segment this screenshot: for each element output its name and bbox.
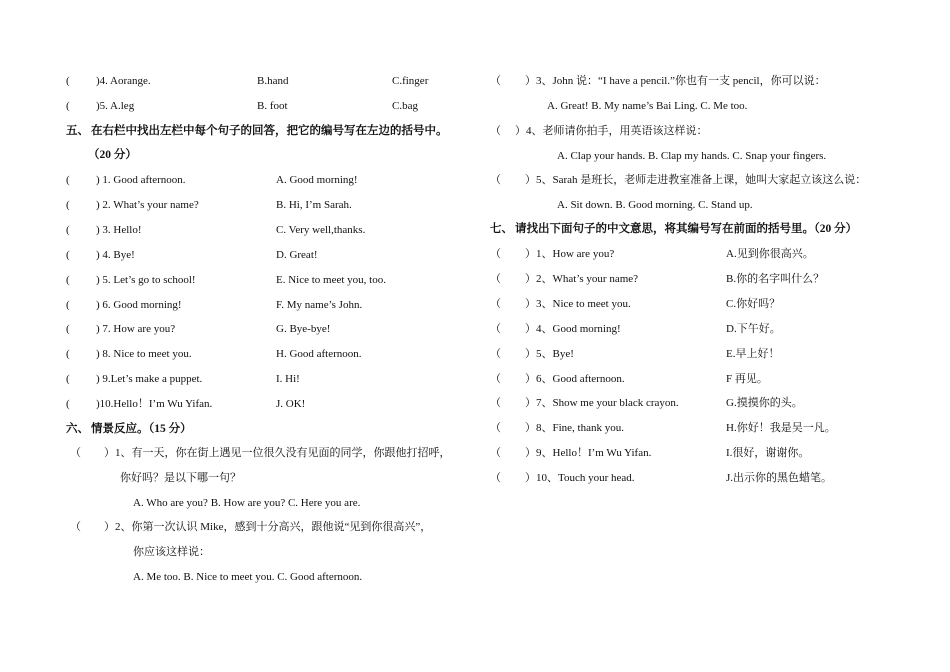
answer-text: C. Very well,thanks. (276, 223, 366, 236)
question-text: )10.Hello！I’m Wu Yifan. (96, 398, 213, 411)
answer-paren: （ (490, 125, 501, 137)
answer-paren: ( (66, 348, 70, 361)
answer-paren: （ (490, 322, 501, 335)
answer-paren: ( (66, 373, 70, 386)
question-text: ）4、老师请你拍手，用英语该这样说： (515, 125, 708, 137)
answer-paren: ( (66, 248, 70, 261)
answer-paren: （ (490, 347, 501, 360)
answer-paren: （ (490, 372, 501, 385)
answer-text: B.你的名字叫什么？ (726, 272, 825, 285)
option-b: B. foot (257, 100, 288, 112)
answer-text: H. Good afternoon. (276, 348, 362, 361)
answer-text: J. OK! (276, 398, 306, 411)
section-score: （20 分） (88, 149, 137, 161)
section-title: 请找出下面句子的中文意思，将其编号写在前面的括号里。（20 分） (515, 223, 858, 235)
question-text: ) 1. Good afternoon. (96, 174, 186, 186)
question-text: )4. Aorange. (96, 75, 151, 87)
answer-paren: ( (66, 75, 70, 87)
answer-paren: ( (66, 198, 70, 211)
answer-paren: （ (490, 447, 501, 460)
question-text: ）3、John 说：“I have a pencil.”你也有一支 pencil，你可以说： (525, 75, 826, 87)
question-text: ）2、What’s your name? (525, 272, 639, 285)
question-text: ）7、Show me your black crayon. (525, 397, 679, 410)
question-text: ）8、Fine, thank you. (525, 422, 624, 435)
section-title: 在右栏中找出左栏中每个句子的回答，把它的编号写在左边的括号中。 (91, 125, 448, 137)
question-text: ) 7. How are you? (96, 323, 176, 336)
answer-paren: （ (490, 272, 501, 285)
answer-text: A.见到你很高兴。 (726, 248, 814, 260)
answer-text: H.你好！我是吴一凡。 (726, 422, 836, 435)
situation-2-continued: 你应该这样说： (133, 546, 210, 558)
question-text: ）10、Touch your head. (525, 472, 635, 485)
answer-paren: ( (66, 174, 70, 186)
answer-text: D. Great! (276, 248, 318, 261)
answer-text: E.早上好！ (726, 347, 780, 360)
section-number: 六、 (66, 423, 89, 435)
answer-paren: （ (490, 174, 501, 186)
question-text: ) 5. Let’s go to school! (96, 273, 196, 286)
answer-paren: ( (66, 298, 70, 311)
answer-text: C.你好吗？ (726, 297, 781, 310)
answer-text: D.下午好。 (726, 322, 781, 335)
situation-2-options: A. Me too. B. Nice to meet you. C. Good afternoon. (133, 571, 363, 583)
answer-paren: （ (490, 472, 501, 485)
answer-text: G. Bye-bye! (276, 323, 331, 336)
question-text: ）5、Sarah 是班长，老师走进教室准备上课，她叫大家起立该这么说： (525, 174, 867, 186)
situation-1-continued: 你好吗？是以下哪一句？ (120, 472, 241, 484)
option-b: B.hand (257, 75, 289, 87)
situation-5-options: A. Sit down. B. Good morning. C. Stand up. (557, 199, 753, 211)
situation-1-options: A. Who are you? B. How are you? C. Here you are. (133, 497, 361, 509)
question-text: ）1、有一天，你在街上遇见一位很久没有见面的同学，你跟他打招呼， (104, 447, 451, 459)
answer-text: E. Nice to meet you, too. (276, 273, 386, 286)
question-text: ）6、Good afternoon. (525, 372, 625, 385)
answer-text: A. Good morning! (276, 174, 358, 186)
question-text: ）1、How are you? (525, 248, 615, 260)
answer-paren: （ (490, 297, 501, 310)
answer-paren: （ (490, 422, 501, 435)
option-c: C.bag (392, 100, 418, 112)
question-text: ）2、你第一次认识 Mike，感到十分高兴，跟他说“见到你很高兴”， (104, 521, 432, 533)
question-text: )5. A.leg (96, 100, 135, 112)
answer-paren: ( (66, 323, 70, 336)
option-c: C.finger (392, 75, 429, 87)
answer-text: F 再见。 (726, 372, 768, 385)
section-title: 情景反应。（15 分） (91, 423, 192, 435)
answer-paren: （ (70, 521, 81, 533)
answer-paren: （ (490, 248, 501, 260)
answer-text: I. Hi! (276, 373, 300, 386)
section-number: 七、 (490, 223, 513, 235)
question-text: ) 8. Nice to meet you. (96, 348, 192, 361)
question-text: ）3、Nice to meet you. (525, 297, 631, 310)
answer-paren: ( (66, 273, 70, 286)
question-text: ) 2. What’s your name? (96, 198, 199, 211)
answer-text: F. My name’s John. (276, 298, 363, 311)
answer-paren: （ (70, 447, 81, 459)
answer-text: G.摸摸你的头。 (726, 397, 803, 410)
question-text: ) 6. Good morning! (96, 298, 182, 311)
answer-paren: （ (490, 397, 501, 410)
question-text: ）4、Good morning! (525, 322, 621, 335)
situation-4-options: A. Clap your hands. B. Clap my hands. C. Snap your fingers. (557, 150, 827, 162)
answer-text: I.很好，谢谢你。 (726, 447, 810, 460)
question-text: ) 4. Bye! (96, 248, 135, 261)
section-number: 五、 (66, 125, 89, 137)
question-text: ）5、Bye! (525, 347, 574, 360)
answer-text: B. Hi, I’m Sarah. (276, 198, 352, 211)
question-text: ) 9.Let’s make a puppet. (96, 373, 203, 386)
answer-paren: （ (490, 75, 501, 87)
answer-paren: ( (66, 398, 70, 411)
question-text: ) 3. Hello! (96, 223, 142, 236)
answer-text: J.出示你的黑色蜡笔。 (726, 472, 833, 485)
answer-paren: ( (66, 223, 70, 236)
situation-3-options: A. Great! B. My name’s Bai Ling. C. Me too. (547, 100, 748, 112)
answer-paren: ( (66, 100, 70, 112)
question-text: ）9、Hello！I’m Wu Yifan. (525, 447, 652, 460)
